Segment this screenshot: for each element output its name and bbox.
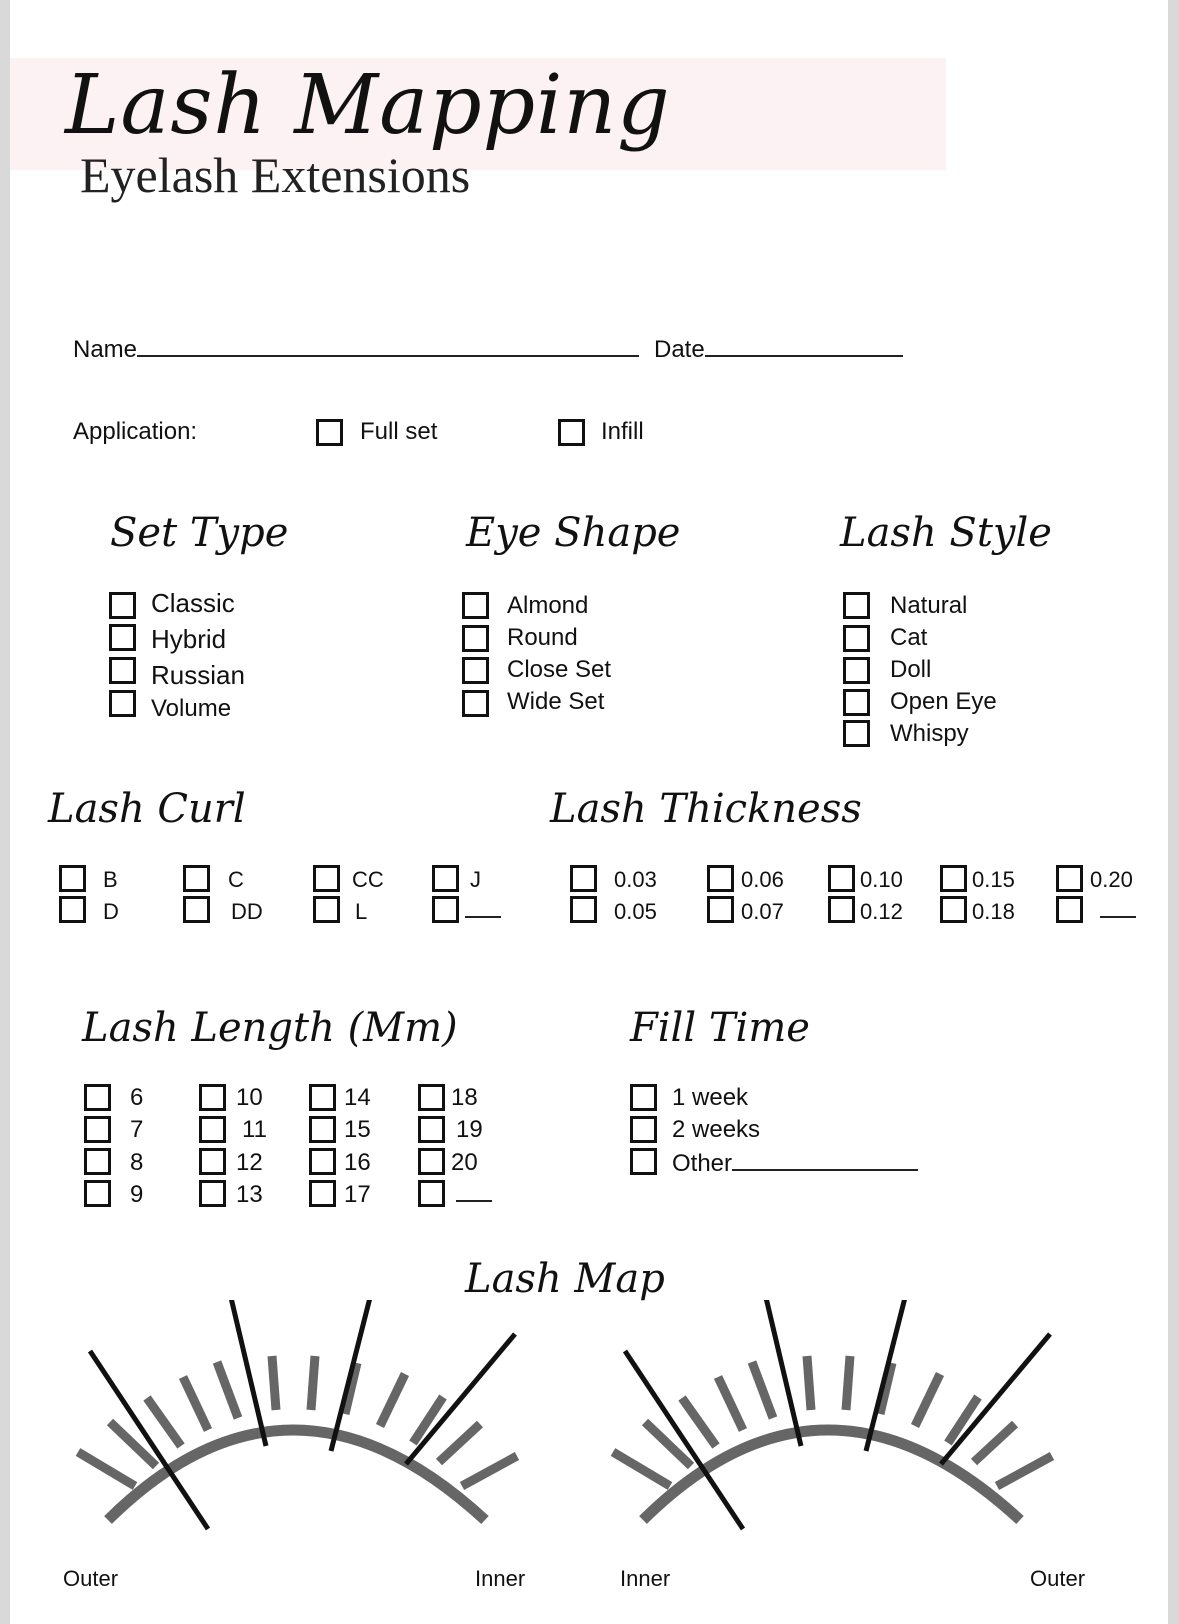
fill-other-line[interactable] <box>732 1149 918 1171</box>
right-eye-outer-label: Outer <box>1030 1566 1086 1591</box>
checkbox-length-7[interactable] <box>84 1116 111 1143</box>
lash-length-heading: Lash Length (Mm) <box>82 1005 458 1051</box>
option-length-18: 18 <box>451 1084 478 1111</box>
checkbox-length-13[interactable] <box>199 1180 226 1207</box>
checkbox-thickness-012[interactable] <box>828 896 855 923</box>
checkbox-doll[interactable] <box>843 657 870 684</box>
checkbox-thickness-010[interactable] <box>828 865 855 892</box>
checkbox-curl-cc[interactable] <box>313 865 340 892</box>
option-length-17: 17 <box>344 1181 371 1208</box>
option-thickness-012: 0.12 <box>860 899 903 924</box>
checkbox-infill[interactable] <box>558 419 585 446</box>
checkbox-natural[interactable] <box>843 592 870 619</box>
option-thickness-018: 0.18 <box>972 899 1015 924</box>
option-curl-d: D <box>103 899 119 924</box>
application-label: Application: <box>73 418 198 445</box>
checkbox-length-19[interactable] <box>418 1116 445 1143</box>
option-thickness-020: 0.20 <box>1090 867 1133 892</box>
checkbox-curl-j[interactable] <box>432 865 459 892</box>
checkbox-length-6[interactable] <box>84 1084 111 1111</box>
option-curl-dd: DD <box>231 899 263 924</box>
checkbox-russian[interactable] <box>109 657 136 684</box>
option-thickness-003: 0.03 <box>614 867 657 892</box>
checkbox-length-16[interactable] <box>309 1148 336 1175</box>
option-curl-j: J <box>470 867 481 892</box>
thickness-other-line[interactable] <box>1100 896 1136 925</box>
date-field[interactable] <box>654 333 903 364</box>
option-curl-b: B <box>103 867 118 892</box>
option-fill-1-week: 1 week <box>672 1084 749 1111</box>
checkbox-length-15[interactable] <box>309 1116 336 1143</box>
checkbox-classic[interactable] <box>109 592 136 619</box>
option-length-12: 12 <box>236 1149 263 1176</box>
option-fill-2-weeks: 2 weeks <box>672 1116 761 1143</box>
fill-time-heading: Fill Time <box>630 1005 810 1051</box>
option-curl-c: C <box>228 867 244 892</box>
lash-map-diagram <box>10 1300 1168 1550</box>
option-wide-set: Wide Set <box>507 688 605 715</box>
option-classic: Classic <box>151 588 235 618</box>
checkbox-fill-other[interactable] <box>630 1148 657 1175</box>
checkbox-length-9[interactable] <box>84 1180 111 1207</box>
option-round: Round <box>507 624 578 651</box>
option-whispy: Whispy <box>890 720 969 747</box>
name-field[interactable] <box>73 333 639 364</box>
checkbox-round[interactable] <box>462 625 489 652</box>
checkbox-length-8[interactable] <box>84 1148 111 1175</box>
checkbox-length-20[interactable] <box>418 1148 445 1175</box>
checkbox-thickness-006[interactable] <box>707 865 734 892</box>
checkbox-length-18[interactable] <box>418 1084 445 1111</box>
option-length-11: 11 <box>242 1116 267 1143</box>
right-eye-lid-curve <box>643 1430 1020 1520</box>
option-length-10: 10 <box>236 1084 263 1111</box>
checkbox-close-set[interactable] <box>462 657 489 684</box>
option-curl-l: L <box>355 899 368 924</box>
checkbox-length-10[interactable] <box>199 1084 226 1111</box>
checkbox-curl-l[interactable] <box>313 896 340 923</box>
option-length-6: 6 <box>130 1084 144 1111</box>
checkbox-open-eye[interactable] <box>843 689 870 716</box>
curl-other-line[interactable] <box>465 896 501 925</box>
lash-curl-heading: Lash Curl <box>48 786 246 832</box>
option-length-20: 20 <box>451 1149 478 1176</box>
option-hybrid: Hybrid <box>151 624 227 654</box>
form-title: Lash Mapping <box>65 58 671 153</box>
checkbox-wide-set[interactable] <box>462 690 489 717</box>
name-line[interactable] <box>137 333 639 357</box>
checkbox-fill-1-week[interactable] <box>630 1084 657 1111</box>
option-fill-other: Other <box>672 1150 733 1177</box>
left-eye-diagram[interactable] <box>78 1300 517 1529</box>
option-thickness-010: 0.10 <box>860 867 903 892</box>
option-doll: Doll <box>890 656 932 683</box>
option-cat: Cat <box>890 624 928 651</box>
right-eye-diagram[interactable] <box>613 1300 1052 1529</box>
length-other-line[interactable] <box>456 1180 492 1209</box>
eye-shape-heading: Eye Shape <box>466 510 681 556</box>
left-eye-inner-label: Inner <box>475 1566 526 1591</box>
checkbox-curl-d[interactable] <box>59 896 86 923</box>
lash-map-heading: Lash Map <box>465 1256 665 1302</box>
checkbox-length-17[interactable] <box>309 1180 336 1207</box>
option-thickness-007: 0.07 <box>741 899 784 924</box>
option-length-14: 14 <box>344 1084 371 1111</box>
checkbox-hybrid[interactable] <box>109 624 136 651</box>
option-thickness-005: 0.05 <box>614 899 657 924</box>
checkbox-curl-b[interactable] <box>59 865 86 892</box>
name-label: Name <box>73 336 138 363</box>
option-russian: Russian <box>151 660 245 690</box>
option-curl-cc: CC <box>352 867 384 892</box>
checkbox-thickness-other[interactable] <box>1056 896 1083 923</box>
date-label: Date <box>654 336 705 363</box>
checkbox-length-12[interactable] <box>199 1148 226 1175</box>
left-eye-lashes <box>78 1356 517 1486</box>
option-close-set: Close Set <box>507 656 612 683</box>
checkbox-thickness-007[interactable] <box>707 896 734 923</box>
checkbox-thickness-018[interactable] <box>940 896 967 923</box>
option-length-9: 9 <box>130 1181 144 1208</box>
checkbox-curl-c[interactable] <box>183 865 210 892</box>
right-eye-inner-label: Inner <box>620 1566 671 1591</box>
option-length-15: 15 <box>344 1116 371 1143</box>
date-line[interactable] <box>705 333 903 357</box>
checkbox-length-other[interactable] <box>418 1180 445 1207</box>
checkbox-thickness-003[interactable] <box>570 865 597 892</box>
option-almond: Almond <box>507 592 589 619</box>
option-length-7: 7 <box>130 1116 144 1143</box>
fill-other-field[interactable] <box>672 1149 918 1178</box>
lash-mapping-form <box>10 0 1168 1624</box>
checkbox-thickness-005[interactable] <box>570 896 597 923</box>
option-length-19: 19 <box>456 1116 483 1143</box>
checkbox-almond[interactable] <box>462 592 489 619</box>
checkbox-full-set[interactable] <box>316 419 343 446</box>
lash-style-heading: Lash Style <box>840 510 1052 556</box>
option-length-16: 16 <box>344 1149 371 1176</box>
lash-thickness-heading: Lash Thickness <box>550 786 862 832</box>
option-thickness-006: 0.06 <box>741 867 784 892</box>
checkbox-length-11[interactable] <box>199 1116 226 1143</box>
form-subtitle: Eyelash Extensions <box>80 147 471 203</box>
checkbox-fill-2-weeks[interactable] <box>630 1116 657 1143</box>
checkbox-thickness-020[interactable] <box>1056 865 1083 892</box>
left-eye-lid-curve <box>108 1430 485 1520</box>
option-open-eye: Open Eye <box>890 688 997 715</box>
checkbox-whispy[interactable] <box>843 720 870 747</box>
option-length-8: 8 <box>130 1149 144 1176</box>
option-infill: Infill <box>601 418 644 445</box>
checkbox-cat[interactable] <box>843 625 870 652</box>
checkbox-curl-other[interactable] <box>432 896 459 923</box>
option-length-13: 13 <box>236 1181 263 1208</box>
option-volume: Volume <box>151 695 232 722</box>
left-eye-outer-label: Outer <box>63 1566 119 1591</box>
right-eye-lashes <box>613 1356 1052 1486</box>
checkbox-curl-dd[interactable] <box>183 896 210 923</box>
option-full-set: Full set <box>360 418 438 445</box>
set-type-heading: Set Type <box>110 510 289 556</box>
option-natural: Natural <box>890 592 968 619</box>
option-thickness-015: 0.15 <box>972 867 1015 892</box>
checkbox-length-14[interactable] <box>309 1084 336 1111</box>
checkbox-thickness-015[interactable] <box>940 865 967 892</box>
checkbox-volume[interactable] <box>109 690 136 717</box>
